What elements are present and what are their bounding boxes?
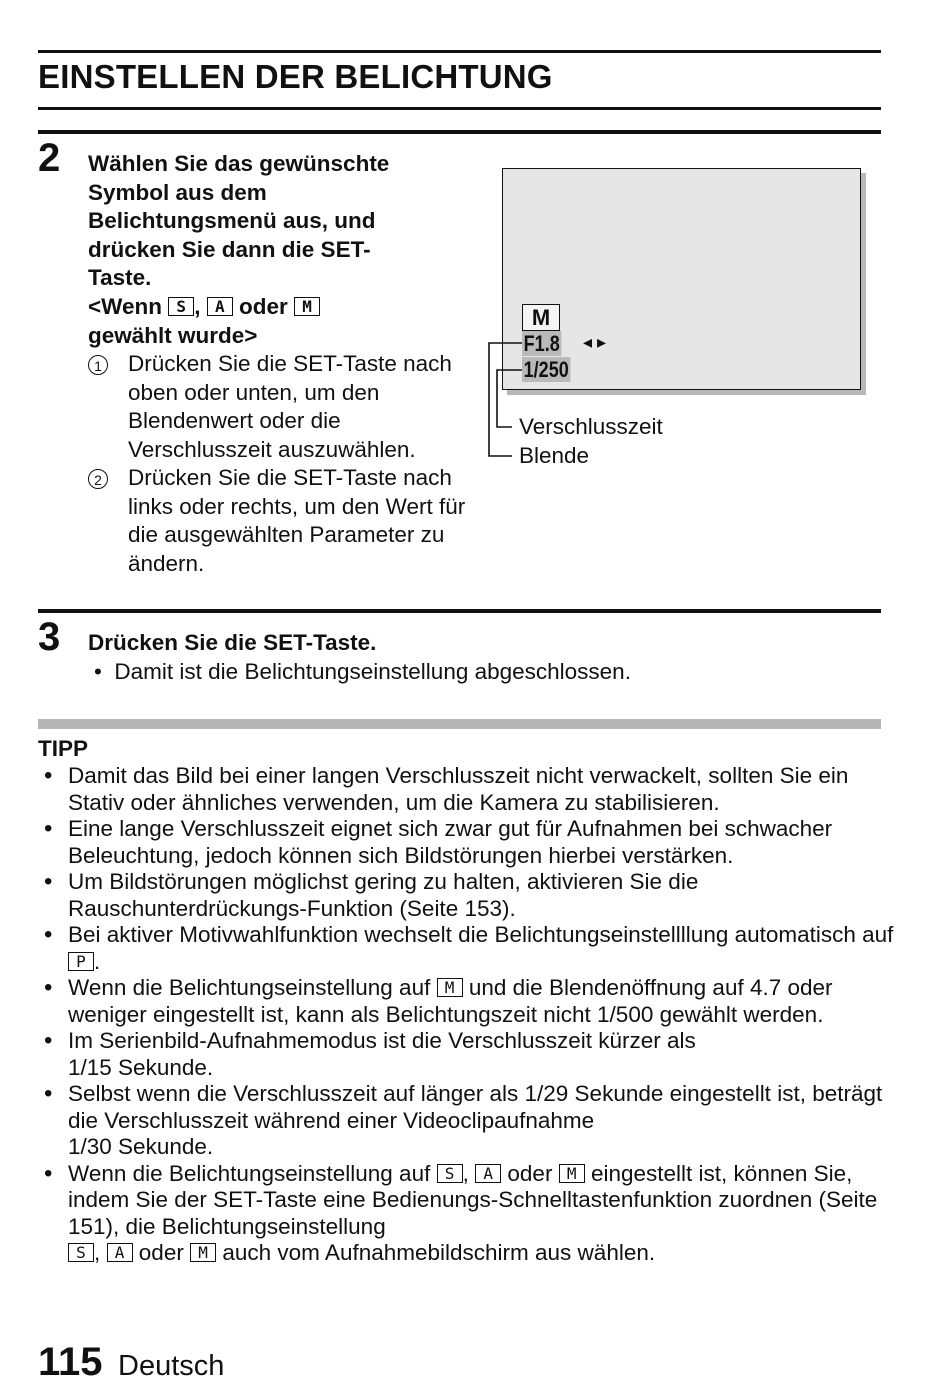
tipp-or: oder bbox=[138, 1240, 184, 1265]
title-underline bbox=[38, 107, 881, 110]
top-rule bbox=[38, 50, 881, 53]
tipp-item-text: eingestellt ist, können Sie, indem Sie der SET-Taste eine Bedienungs-Schnelltastenfunktion zuordnen (Seite 151), die Belichtungseinstellung bbox=[68, 1160, 878, 1239]
condition-suffix: gewählt wurde> bbox=[88, 322, 258, 348]
page-title: EINSTELLEN DER BELICHTUNG bbox=[38, 58, 553, 95]
condition-sep: , bbox=[194, 293, 201, 319]
mode-p-key-icon: P bbox=[68, 952, 94, 971]
substep-2 bbox=[88, 464, 468, 578]
left-right-arrows-icon: ◂ ▸ bbox=[583, 332, 607, 352]
tipp-heading: TIPP bbox=[38, 736, 89, 761]
mode-s-key-icon: S bbox=[437, 1164, 463, 1183]
page-number: 115 bbox=[38, 1340, 103, 1384]
screen-aperture-value: F1.8 bbox=[523, 331, 560, 356]
substep-1-text: Drücken Sie die SET-Taste nach oben oder unten, um den Blendenwert oder die Verschlusszeit auszuwählen. bbox=[128, 351, 452, 462]
circled-number-2: 2 bbox=[88, 469, 108, 489]
mode-s-key-icon: S bbox=[68, 1243, 94, 1262]
step2-heading bbox=[88, 150, 423, 350]
step2-condition bbox=[88, 294, 320, 348]
circled-number-1: 1 bbox=[88, 355, 108, 375]
tipp-item bbox=[38, 922, 898, 975]
tipp-item-text: Eine lange Verschlusszeit eignet sich zwar gut für Aufnahmen bei schwacher Beleuchtung, jedoch können sich Bildstörungen hierbei verstärken. bbox=[68, 816, 833, 868]
callout-aperture-label: Blende bbox=[519, 443, 590, 468]
tipp-item bbox=[38, 1161, 898, 1267]
page-language: Deutsch bbox=[118, 1350, 225, 1382]
step2-rule bbox=[38, 130, 881, 134]
tipp-item bbox=[38, 763, 898, 816]
step3-bullet-text: Damit ist die Belichtungseinstellung abgeschlossen. bbox=[114, 659, 631, 684]
tipp-item-text: Wenn die Belichtungseinstellung auf bbox=[68, 975, 431, 1000]
substep-1 bbox=[88, 350, 468, 464]
mode-m-key-icon: M bbox=[294, 297, 320, 316]
mode-m-key-icon: M bbox=[559, 1164, 585, 1183]
tipp-item bbox=[38, 975, 898, 1028]
mode-m-key-icon: M bbox=[437, 978, 463, 997]
step3-number: 3 bbox=[38, 615, 61, 659]
callout-shutter-label: Verschlusszeit bbox=[519, 414, 663, 439]
tipp-item-text: Damit das Bild bei einer langen Verschlusszeit nicht verwackelt, sollten Sie ein Stativ oder ähnliches verwenden, um die Kamera zu stabilisieren. bbox=[68, 763, 849, 815]
step2-heading-text: Wählen Sie das gewünschte Symbol aus dem Belichtungsmenü aus, und drücken Sie dann die SET-Taste. bbox=[88, 151, 390, 291]
tipp-item-text: auch vom Aufnahmebildschirm aus wählen. bbox=[222, 1240, 656, 1265]
tipp-item-text: 1/15 Sekunde. bbox=[68, 1054, 214, 1080]
step2-number: 2 bbox=[38, 136, 61, 180]
condition-prefix: <Wenn bbox=[88, 293, 162, 319]
step3-heading: Drücken Sie die SET-Taste. bbox=[88, 630, 377, 655]
screen-mode-indicator: M bbox=[522, 304, 560, 331]
mode-a-key-icon: A bbox=[107, 1243, 133, 1262]
tipp-item-text: Im Serienbild-Aufnahmemodus ist die Verschlusszeit kürzer als bbox=[68, 1028, 696, 1053]
tipp-item bbox=[38, 1081, 898, 1161]
tipp-item-text: Um Bildstörungen möglichst gering zu halten, aktivieren Sie die Rauschunterdrückungs-Funktion (Seite 153). bbox=[68, 869, 699, 921]
tipp-divider bbox=[38, 719, 881, 729]
step3-bullet bbox=[94, 658, 631, 687]
tipp-item bbox=[38, 816, 898, 869]
tipp-item-text: Selbst wenn die Verschlusszeit auf länger als 1/29 Sekunde eingestellt ist, beträgt die Verschlusszeit während einer Videoclipaufnahme bbox=[68, 1081, 883, 1133]
tipp-item-text: . bbox=[94, 948, 101, 974]
tipp-list bbox=[38, 763, 898, 1267]
bullet-icon: • bbox=[94, 659, 102, 684]
tipp-sep: , bbox=[94, 1240, 101, 1265]
step3-rule bbox=[38, 609, 881, 613]
tipp-item-text: Wenn die Belichtungseinstellung auf bbox=[68, 1160, 431, 1186]
mode-a-key-icon: A bbox=[475, 1164, 501, 1183]
mode-m-key-icon: M bbox=[190, 1243, 216, 1262]
mode-s-key-icon: S bbox=[168, 297, 194, 316]
tipp-item-text: Bei aktiver Motivwahlfunktion wechselt die Belichtungseinstellllung automatisch auf bbox=[68, 922, 894, 947]
screen-shutter-value: 1/250 bbox=[523, 357, 569, 382]
tipp-or: oder bbox=[507, 1160, 553, 1186]
tipp-item bbox=[38, 1028, 898, 1081]
tipp-item-text: 1/30 Sekunde. bbox=[68, 1134, 214, 1159]
substep-2-text: Drücken Sie die SET-Taste nach links oder rechts, um den Wert für die ausgewählten Parameter zu ändern. bbox=[128, 465, 466, 576]
tipp-sep: , bbox=[462, 1160, 469, 1186]
tipp-item-text: und die Blendenöffnung auf 4.7 oder weniger eingestellt ist, kann als Belichtungszeit nicht 1/500 gewählt werden. bbox=[68, 975, 833, 1027]
condition-or: oder bbox=[239, 293, 288, 319]
tipp-item bbox=[38, 869, 898, 922]
mode-a-key-icon: A bbox=[207, 297, 233, 316]
